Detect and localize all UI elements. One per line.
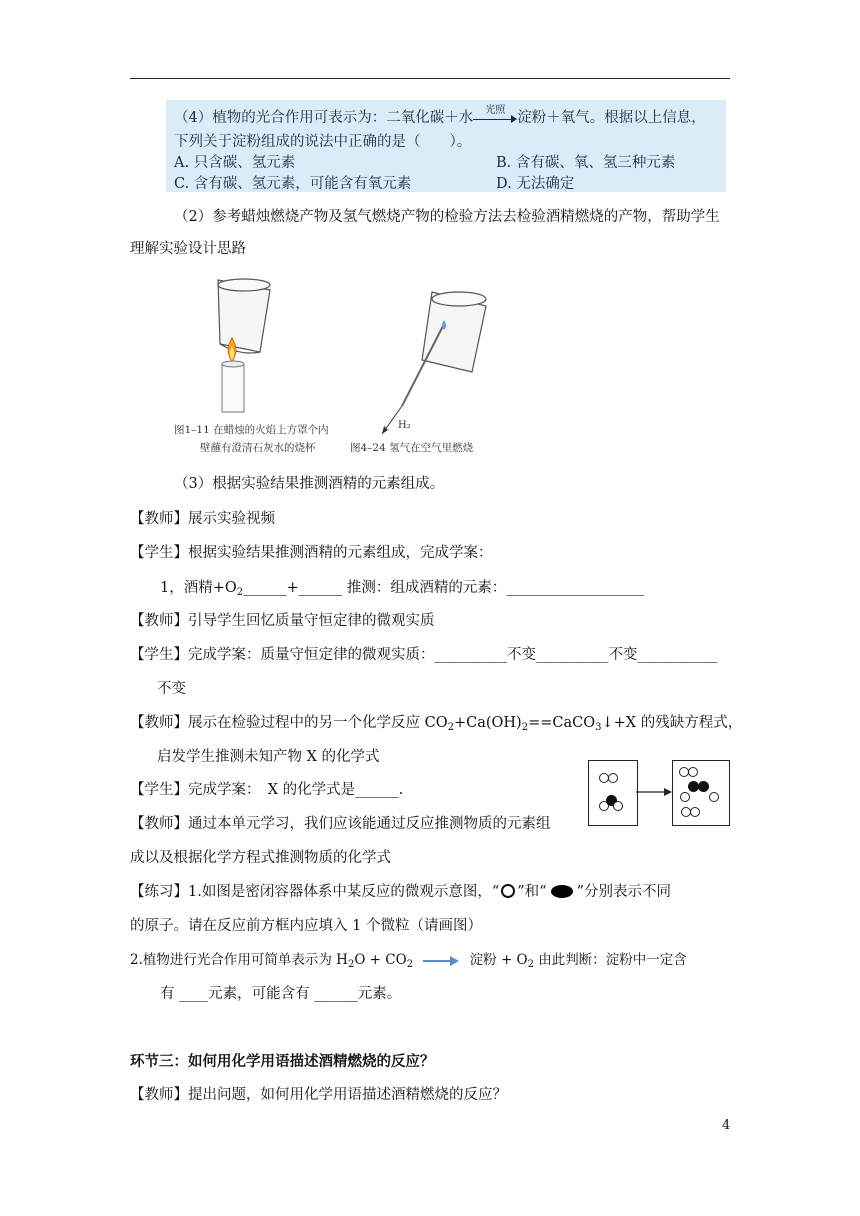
- paragraph-2-line-2: 理解实验设计思路: [130, 241, 246, 257]
- figure-2-caption: 图4–24 氢气在空气里燃烧: [350, 442, 474, 454]
- white-atom-icon: [608, 773, 618, 783]
- exercise-2-line-2: 有 ____元素，可能含有 ______元素。: [160, 986, 402, 1002]
- exercise-1-line-2: 的原子。请在反应前方框内应填入 1 个微粒（请画图）: [130, 918, 482, 934]
- teacher-line-5: 【教师】提出问题，如何用化学用语描述酒精燃烧的反应？: [130, 1087, 507, 1103]
- student-line-3: 【学生】完成学案： X 的化学式是______.: [130, 782, 404, 798]
- option-d: D. 无法确定: [496, 176, 575, 192]
- paragraph-3: （3）根据实验结果推测酒精的元素组成。: [174, 476, 445, 492]
- teacher-line-3-cont: 启发学生推测未知产物 X 的化学式: [157, 749, 380, 765]
- question-line-2: 下列关于淀粉组成的说法中正确的是（ ）。: [174, 134, 472, 150]
- teacher-line-1: 【教师】展示实验视频: [130, 511, 275, 527]
- section-3-title: 环节三：如何用化学用语描述酒精燃烧的反应？: [130, 1054, 435, 1070]
- student-line-2-cont: 不变: [157, 681, 186, 697]
- teacher-line-4: 【教师】通过本单元学习，我们应该能通过反应推测物质的元素组: [130, 816, 551, 832]
- white-atom-icon: [690, 807, 700, 817]
- blue-arrow-icon: [423, 955, 459, 967]
- header-rule: [130, 78, 730, 79]
- light-arrow-icon: 光照: [473, 110, 517, 126]
- teacher-line-4-cont: 成以及根据化学方程式推测物质的化学式: [130, 850, 391, 866]
- white-atom-icon: [680, 792, 690, 802]
- reaction-arrow-icon: [636, 786, 672, 798]
- figure-1-caption-line-2: 壁蘸有澄清石灰水的烧杯: [200, 442, 316, 454]
- white-atom-icon: [613, 801, 623, 811]
- beaker-over-candle-illustration: [218, 279, 270, 353]
- page-number: 4: [722, 1118, 731, 1133]
- teacher-line-3: 【教师】展示在检验过程中的另一个化学反应 $CO_2+Ca(OH)_2==CaCO_3↓+X$ 的残缺方程式，: [130, 715, 743, 733]
- option-b: B. 含有碳、氧、氢三种元素: [496, 155, 676, 171]
- student-line-2: 【学生】完成学案：质量守恒定律的微观实质：__________不变__________不变___________: [130, 647, 718, 663]
- hollow-atom-legend-icon: [501, 884, 515, 898]
- equation-1: 1，酒精$+O_2\_\_\_\_\_\_+\_\_\_\_\_\_$ 推测：组成酒精的元素：___________________: [160, 580, 645, 598]
- question-box: [166, 100, 726, 192]
- question-line-1: （4）植物的光合作用可表示为：二氧化碳＋水 光照 淀粉＋氧气。根据以上信息，: [174, 105, 706, 126]
- figure-1-caption-line-1: 图1–11 在蜡烛的火焰上方罩个内: [174, 424, 329, 436]
- solid-atom-legend-icon: [551, 885, 573, 898]
- candle-illustration: [222, 361, 244, 412]
- option-c: C. 含有碳、氢元素，可能含有氧元素: [174, 176, 412, 192]
- white-atom-icon: [688, 767, 698, 777]
- glass-tube: [402, 324, 444, 406]
- before-reaction-box[interactable]: [588, 760, 638, 826]
- beaker-over-hydrogen-illustration: [422, 292, 486, 372]
- exercise-2-line-1: 2.植物进行光合作用可简单表示为 $H_2O + CO_2$ 淀粉 + $O_2$ 由此判断：淀粉中一定含: [130, 952, 687, 970]
- paragraph-2-line-1: （2）参考蜡烛燃烧产物及氢气燃烧产物的检验方法去检验酒精燃烧的产物，帮助学生: [174, 209, 720, 225]
- black-atom-icon: [698, 781, 709, 792]
- exercise-1-line-1: 【练习】1.如图是密闭容器体系中某反应的微观示意图，“ ”和“ ”分别表示不同: [130, 884, 671, 900]
- student-line-1: 【学生】根据实验结果推测酒精的元素组成，完成学案：: [130, 545, 493, 561]
- after-reaction-box: [672, 760, 730, 826]
- option-a: A. 只含碳、氢元素: [174, 155, 296, 171]
- white-atom-icon: [709, 792, 719, 802]
- h2-label: H₂: [398, 420, 411, 431]
- teacher-line-2: 【教师】引导学生回忆质量守恒定律的微观实质: [130, 613, 435, 629]
